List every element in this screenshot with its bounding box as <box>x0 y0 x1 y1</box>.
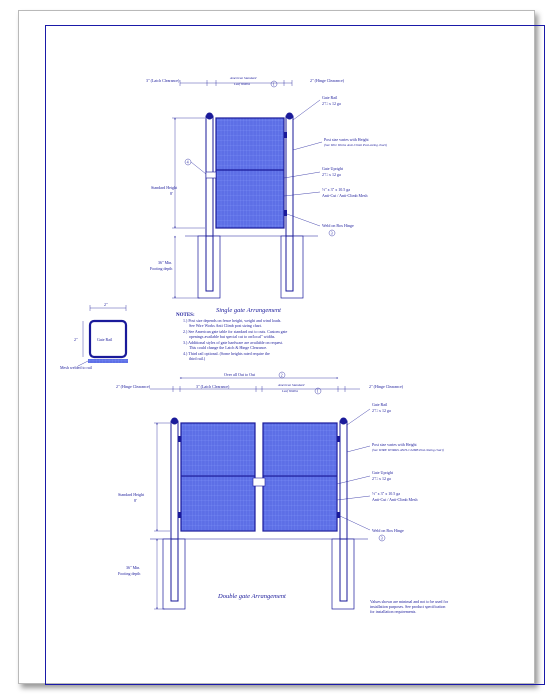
double-leaf-2: Leaf Widths <box>282 389 299 393</box>
single-latch <box>206 172 216 178</box>
double-weld-num: 3 <box>380 535 383 541</box>
single-gate-upright-2: 2"□ x 12 ga <box>322 172 341 177</box>
gate-rail-detail <box>60 302 128 370</box>
single-gate-rail-2: 2"□ x 12 ga <box>322 101 341 106</box>
double-mesh-2: Anti-Cut / Anti-Climb Mesh <box>372 497 418 502</box>
double-mesh-1: ½" x 3" x 10.5 ga <box>372 491 401 496</box>
double-right-post <box>340 421 347 539</box>
single-hinge <box>284 132 287 138</box>
double-standard-height-2: 8' <box>134 498 137 503</box>
notes-block <box>176 313 288 361</box>
double-gate-upright-1: Gate Upright <box>372 470 393 475</box>
leader-line <box>347 409 370 425</box>
single-hinge-clearance: 2" (Hinge Clearance) <box>310 78 345 83</box>
notes-item: openings available but special cut to on/local" widths. <box>189 334 276 339</box>
double-overall-num: 2 <box>280 372 283 378</box>
single-footing-1: 36" Min. <box>158 260 173 265</box>
single-mesh-1: ½" x 3" x 10.5 ga <box>322 187 351 192</box>
single-post-size-2: (See Wire Works Anti-Climb Post-sizing chart) <box>324 143 388 147</box>
notes-item: This could change the Latch & Hinge Clearance. <box>189 345 268 350</box>
double-standard-height-1: Standard Height <box>118 492 145 497</box>
double-footing-1: 36" Min. <box>126 565 141 570</box>
notes-heading: NOTES: <box>176 313 195 318</box>
disclaimer-block <box>370 599 449 614</box>
embedded-post <box>206 236 213 291</box>
single-latch-clearance: 3" (Latch Clearance) <box>146 78 180 83</box>
post-cap <box>171 418 178 425</box>
double-gate-rail-1: Gate Rail <box>372 402 388 407</box>
leader-line <box>191 162 206 174</box>
double-hinge <box>178 512 181 518</box>
leader-line <box>293 100 320 120</box>
double-left-post <box>171 421 178 539</box>
single-weld-1: Weld on Box Hinge <box>322 223 354 228</box>
notes-item: 2.) See American gate table for standard out to outs. Custom gate <box>183 329 288 334</box>
leader-line <box>293 142 322 150</box>
single-gate-upright-1: Gate Upright <box>322 166 343 171</box>
double-right-mesh <box>263 423 337 531</box>
double-hinge <box>178 436 181 442</box>
embedded-post <box>286 236 293 291</box>
double-gate-title: Double gate Arrangement <box>218 593 286 600</box>
embedded-post <box>171 539 178 601</box>
single-hinge-post <box>286 116 293 236</box>
single-post-size-1: Post size varies with Height <box>324 137 369 142</box>
double-overall: Over all Out to Out <box>224 372 256 377</box>
post-cap <box>206 113 213 120</box>
double-hinge-left: 2" (Hinge Clearance) <box>116 384 151 389</box>
double-hinge <box>337 512 340 518</box>
disclaimer-line: installation purposes. See product specification <box>370 604 446 609</box>
double-post-size-1: Post size varies with Height <box>372 442 417 447</box>
single-standard-height-1: Standard Height <box>151 185 178 190</box>
single-standard-height-2: 8' <box>170 191 173 196</box>
notes-item: 1.) Post size depends on fence height, weight and wind loads. <box>183 318 282 323</box>
double-left-mesh <box>181 423 255 531</box>
double-weld-1: Weld on Box Hinge <box>372 528 404 533</box>
single-leaf-num: 1 <box>272 81 275 87</box>
embedded-post <box>340 539 347 601</box>
single-hinge <box>284 210 287 216</box>
single-gate-title: Single gate Arrangement <box>216 307 281 314</box>
notes-item: 3.) Additional styles of gate hardware are available on request. <box>183 340 284 345</box>
disclaimer-line: for installation requirements. <box>370 609 417 614</box>
double-gate-rail-2: 2"□ x 12 ga <box>372 408 391 413</box>
detail-label: Gate Rail <box>97 337 113 342</box>
single-gate-rail-1: Gate Rail <box>322 95 338 100</box>
double-latch: 3" (Latch Clearance) <box>196 384 230 389</box>
detail-dim-side: 2" <box>74 337 78 342</box>
single-gate-group <box>146 76 388 314</box>
double-leaf-num: 1 <box>316 388 319 394</box>
single-weld-num: 3 <box>330 230 333 236</box>
double-latch <box>253 478 265 486</box>
notes-item: 4.) Third rail optional. (Some heights rated require the <box>183 351 270 356</box>
double-gate-upright-2: 2"□ x 12 ga <box>372 476 391 481</box>
single-footing-2: Footing depth <box>150 266 173 271</box>
detail-dim-top: 2" <box>104 302 108 307</box>
detail-mesh <box>88 359 128 363</box>
double-hinge-right: 2" (Hinge Clearance) <box>369 384 404 389</box>
single-gate-mesh <box>216 118 284 228</box>
disclaimer-line: Values shown are minimal and not to be used for <box>370 599 449 604</box>
notes-item: See Wire Works Anti Climb post sizing chart. <box>189 323 262 328</box>
post-cap <box>286 113 293 120</box>
double-hinge <box>337 436 340 442</box>
double-leaf-1: American Standard <box>278 383 305 387</box>
post-cap <box>340 418 347 425</box>
single-latch-num: 4 <box>186 159 189 165</box>
double-gate-group <box>116 372 445 609</box>
leader-line <box>347 446 370 452</box>
double-post-size-2: (See WIRE WORKS ANTI-CLIMB Post-Sizing chart) <box>372 448 444 452</box>
single-leaf-width-1: American Standard <box>230 76 257 80</box>
single-mesh-2: Anti-Cut / Anti-Climb Mesh <box>322 193 368 198</box>
detail-mesh-note: Mesh welded to rail <box>60 365 92 370</box>
single-leaf-width-2: Leaf Widths <box>234 82 251 86</box>
notes-item: third rail.) <box>189 356 206 361</box>
double-footing-2: Footing depth <box>118 571 141 576</box>
